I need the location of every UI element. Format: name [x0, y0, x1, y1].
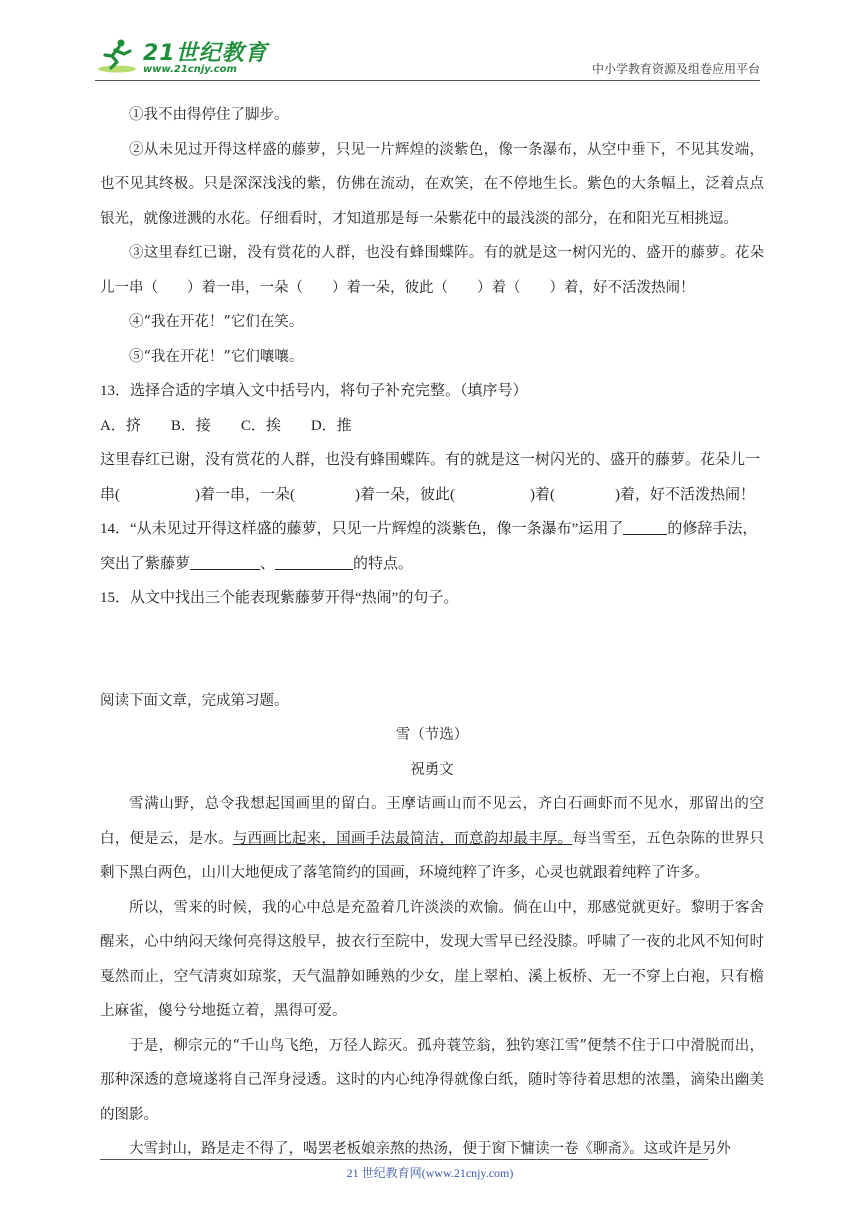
answer-space: [100, 616, 764, 684]
platform-name: 中小学教育资源及组卷应用平台: [591, 62, 760, 76]
article-paragraph-2: 所以，雪来的时候，我的心中总是充盈着几许淡淡的欢愉。倘在山中，那感觉就更好。黎明于客舍醒来，心中纳闷天缘何亮得这般早，披衣行至院中，发现大雪早已经没膝。呼啸了一夜的北风不知何时戛然而止，空气清爽如琼浆，天气温静如睡熟的少女，崖上翠柏、溪上板桥、无一不穿上白袍，只有檐上麻雀，傻兮兮地挺立着，黑得可爱。: [100, 899, 764, 1019]
page-header: [95, 30, 760, 82]
article-paragraph-4: 大雪封山，路是走不得了，喝罢老板娘亲熬的热汤，便于窗下慵读一卷《聊斋》。这或许是另外: [129, 1141, 731, 1157]
question-14-part-1: 14．“从未见过开得这样盛的藤萝，只见一片辉煌的淡紫色，像一条瀑布”运用了: [100, 521, 624, 537]
question-13-stem: 13．选择合适的字填入文中括号内，将句子补充完整。（填序号）: [100, 383, 528, 399]
document-body: [100, 98, 764, 1167]
reading-intro: 阅读下面文章，完成第习题。: [100, 692, 289, 709]
logo-url: www.21cnjy.com: [143, 64, 237, 75]
question-13-text-line-2: 串( )着一串，一朵( )着一朵，彼此( )着( )着，好不活泼热闹！: [100, 486, 755, 503]
underlined-sentence: 与西画比起来，国画手法最简洁，而意韵却最丰厚。: [232, 830, 573, 847]
question-15-stem: 15．从文中找出三个能表现紫藤萝开得“热闹”的句子。: [100, 590, 459, 606]
answer-blank-feature-2[interactable]: [275, 554, 353, 570]
question-14-part-5: 的特点。: [353, 555, 414, 572]
article-paragraph-3: 于是，柳宗元的“千山鸟飞绝，万径人踪灭。孤舟蓑笠翁，独钓寒江雪”便禁不住于口中滑脱而出，那种深透的意境遂将自己浑身浸透。这时的内心纯净得就像白纸，随时等待着思想的浓墨，滴染出幽美的图影。: [100, 1037, 764, 1123]
article-paragraph-1: [100, 787, 764, 891]
question-14: [100, 512, 764, 581]
para-sentence-2: ②从未见过开得这样盛的藤萝，只见一片辉煌的淡紫色，像一条瀑布，从空中垂下，不见其发端，也不见其终极。只是深深浅浅的紫，仿佛在流动，在欢笑，在不停地生长。紫色的大条幅上，泛着点点银光，就像迸溅的水花。仔细看时，才知道那是每一朵紫花中的最浅淡的部分，在和阳光互相挑逗。: [100, 141, 764, 227]
article-author: 祝勇文: [410, 761, 454, 778]
answer-blank-rhetoric[interactable]: [623, 519, 667, 535]
article-paragraph-1-a: 雪满山野，总令我想起国画里的留白。王摩诘画山而不见云，齐白石画虾而不见水，那留出的空白，便是云，是水。: [100, 796, 764, 847]
question-14-part-3: 突出了紫藤萝: [100, 555, 191, 572]
para-sentence-5: ⑤“我在开花！”它们嚷嚷。: [129, 348, 304, 365]
logo-text: 21世纪教育: [143, 41, 268, 66]
article-paragraph-1-b: 每当雪至，五色杂陈的世界只剩下黑白两色，山川大地便成了落笔简约的国画，环境纯粹了许多，心灵也就跟着纯粹了许多。: [100, 830, 765, 881]
para-sentence-3: ③这里春红已谢，没有赏花的人群，也没有蜂围蝶阵。有的就是这一树闪光的、盛开的藤萝。花朵儿一串（ ）着一串，一朵（ ）着一朵，彼此（ ）着（ ）着，好不活泼热闹！: [100, 245, 764, 296]
header-divider: [95, 80, 760, 81]
question-13-text-line-1: 这里春红已谢，没有赏花的人群，也没有蜂围蝶阵。有的就是这一树闪光的、盛开的藤萝。花朵儿一: [100, 452, 761, 468]
footer-divider: [100, 1159, 708, 1160]
page-footer: 21 世纪教育网(www.21cnjy.com): [346, 1166, 514, 1180]
answer-blank-feature-1[interactable]: [190, 554, 260, 570]
runner-logo-icon: [97, 38, 137, 74]
question-14-part-4: 、: [260, 555, 276, 572]
para-sentence-1: ①我不由得停住了脚步。: [129, 107, 289, 123]
para-sentence-4: ④“我在开花！”它们在笑。: [129, 314, 304, 330]
logo: [95, 36, 275, 76]
article-title: 雪（节选）: [395, 727, 469, 743]
question-13-options: A．挤 B．接 C．挨 D．推: [100, 417, 352, 434]
question-14-part-2: 的修辞手法，: [667, 521, 758, 537]
